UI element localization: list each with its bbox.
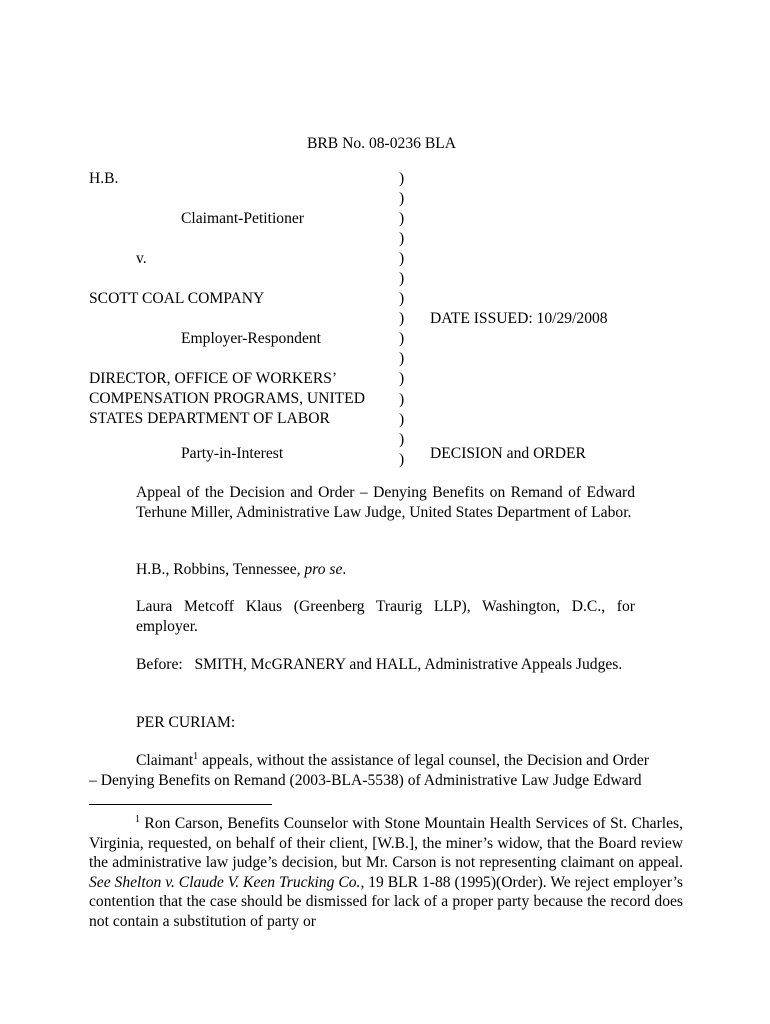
versus: v. <box>136 250 147 267</box>
party3-role: Party-in-Interest <box>181 445 284 462</box>
paren: ) <box>399 290 405 308</box>
party1-name: H.B. <box>89 170 119 187</box>
opening-line-1-rest: appeals, without the assistance of legal counsel, the Decision and Order <box>198 752 649 769</box>
paren: ) <box>399 430 405 448</box>
paren: ) <box>399 210 405 228</box>
paren: ) <box>399 270 405 288</box>
party1-role: Claimant-Petitioner <box>181 210 304 227</box>
before-text: SMITH, McGRANERY and HALL, Administrative Appeals Judges. <box>194 656 623 673</box>
paren: ) <box>399 310 405 328</box>
paren: ) <box>399 190 405 208</box>
paren: ) <box>399 370 405 388</box>
paren: ) <box>399 250 405 268</box>
party2-role: Employer-Respondent <box>181 330 322 347</box>
opening-line-2: – Denying Benefits on Remand (2003-BLA-5538) of Administrative Law Judge Edward <box>89 772 642 789</box>
opening-line-1 <box>136 751 649 771</box>
opening-word: Claimant <box>136 752 194 769</box>
pro-se-italic: pro se <box>304 561 343 578</box>
party2-name: SCOTT COAL COMPANY <box>89 290 265 307</box>
footnote-separator <box>89 804 272 805</box>
paren: ) <box>399 410 405 428</box>
party3-name-line1: DIRECTOR, OFFICE OF WORKERS’ <box>89 370 338 387</box>
paren: ) <box>399 450 405 468</box>
footnote-number: 1 <box>135 813 140 825</box>
footnote <box>89 814 683 932</box>
case-number: BRB No. 08-0236 BLA <box>307 135 457 152</box>
caption-paren-column <box>399 169 411 470</box>
per-curiam: PER CURIAM: <box>136 714 236 731</box>
date-issued: DATE ISSUED: 10/29/2008 <box>430 310 608 327</box>
paren: ) <box>399 390 405 408</box>
employer-counsel: Laura Metcoff Klaus (Greenberg Traurig LLP), Washington, D.C., for employer. <box>136 598 635 635</box>
claimant-counsel-text: H.B., Robbins, Tennessee, <box>136 561 305 578</box>
footnote-citation: See Shelton v. Claude V. Keen Trucking Co. <box>89 873 361 891</box>
before-paragraph <box>136 655 635 675</box>
party3-name-line3: STATES DEPARTMENT OF LABOR <box>89 410 330 427</box>
footnote-ref: 1 <box>193 750 199 762</box>
decision-label: DECISION and ORDER <box>430 445 586 462</box>
party3-name-line2: COMPENSATION PROGRAMS, UNITED <box>89 390 365 407</box>
paren: ) <box>399 230 405 248</box>
footnote-text-2: , 19 BLR 1-88 (1995)(Order). We reject employer’s contention that the case should be dismissed for lack of a proper party because the record does not contain a substitution of party or <box>89 873 684 930</box>
footnote-text-1: Ron Carson, Benefits Counselor with Stone Mountain Health Services of St. Charles, Virginia, requested, on behalf of their client, [W.B.], the miner’s widow, that the Board review the administrative law judge’s decision, but Mr. Carson is not representing claimant on appeal. <box>89 815 683 872</box>
claimant-counsel-period: . <box>342 561 347 578</box>
claimant-counsel <box>136 560 346 580</box>
before-label: Before: <box>136 656 183 673</box>
paren: ) <box>399 170 405 187</box>
paren: ) <box>399 350 405 368</box>
paren: ) <box>399 330 405 348</box>
appeal-paragraph: Appeal of the Decision and Order – Denying Benefits on Remand of Edward Terhune Miller, Administrative Law Judge, United States Department of Labor. <box>136 484 635 521</box>
